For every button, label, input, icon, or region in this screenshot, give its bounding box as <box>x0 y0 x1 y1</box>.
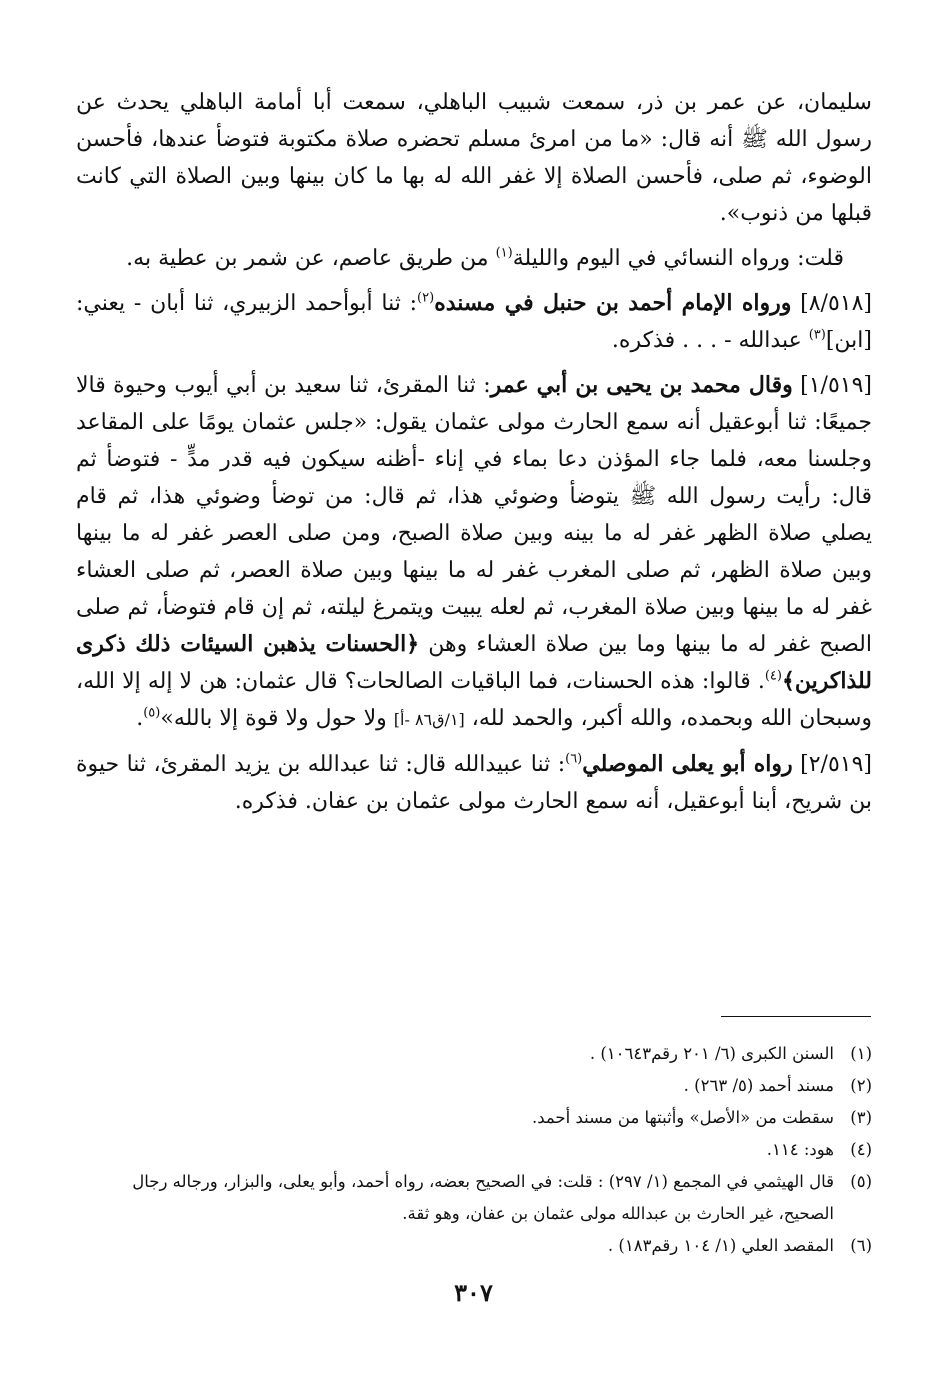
footnote-number: (٤) <box>850 1140 872 1159</box>
footnote-number: (٥) <box>850 1172 872 1191</box>
paragraph-p4 <box>76 367 872 738</box>
footnote-ref: (٤) <box>764 668 782 684</box>
text-run: قلت: ورواه النسائي في اليوم والليلة <box>512 246 844 271</box>
paragraph-p2 <box>76 240 872 277</box>
bold-heading: ورواه الإمام أحمد بن حنبل في مسنده <box>434 290 792 316</box>
footnote-item <box>76 1070 872 1102</box>
footnote-text: مسند أحمد (٥/ ٢٦٣) . <box>683 1076 834 1095</box>
footnote-text: المقصد العلي (١/ ١٠٤ رقم١٨٣) . <box>607 1236 834 1255</box>
text-run: [١/٥١٩] <box>792 373 873 398</box>
bold-heading: ﴿الحسنات يذهبن السيئات ذلك ذكرى للذاكرين﴾ <box>76 631 872 694</box>
text-run: ولا حول ولا قوة إلا بالله» <box>160 706 394 731</box>
footnote-text: السنن الكبرى (٦/ ٢٠١ رقم١٠٦٤٣) . <box>589 1044 834 1063</box>
paragraph-p1 <box>76 84 872 232</box>
footnote-number: (٦) <box>850 1236 872 1255</box>
paragraph-p5 <box>76 746 872 820</box>
main-text <box>76 84 872 828</box>
footnote-number: (٢) <box>850 1076 872 1095</box>
footnote-item <box>76 1166 872 1230</box>
footnote-text: سقطت من «الأصل» وأثبتها من مسند أحمد. <box>531 1108 834 1127</box>
footnote-item <box>76 1102 872 1134</box>
text-run: : ثنا عبيدالله قال: ثنا عبدالله بن يزيد المقرئ، ثنا حيوة بن شريح، أبنا أبوعقيل، أنه سمع الحارث مولى عثمان بن عفان. فذكره. <box>76 752 872 814</box>
paragraph-p3 <box>76 285 872 359</box>
footnote-text: قال الهيثمي في المجمع (١/ ٢٩٧) : قلت: في الصحيح بعضه، رواه أحمد، وأبو يعلى، والبزار، ورجاله رجال الصحيح، غير الحارث بن عبدالله مولى عثمان بن عفان، وهو ثقة. <box>132 1172 834 1223</box>
manuscript-ref: [١/ق٨٦ -أ] <box>393 710 465 729</box>
bold-heading: وقال محمد بن يحيى بن أبي عمر <box>490 372 793 398</box>
footnote-item <box>76 1134 872 1166</box>
footnotes <box>76 1038 872 1262</box>
text-run: : ثنا المقرئ، ثنا سعيد بن أبي أيوب وحيوة قالا جميعًا: ثنا أبوعقيل أنه سمع الحارث مولى عثمان يقول: «جلس عثمان يومًا على المقاعد وجلسنا معه، فلما جاء المؤذن دعا بماء في إناء -أظنه سيكون فيه قدر مدٍّ - فتوضأ ثم قال: رأيت رسول الله ﷺ يتوضأ وضوئي هذا، ثم قال: من توضأ وضوئي هذا، ثم قام يصلي صلاة الظهر غفر له ما بينه وبين صلاة الصبح، ومن صلى العصر غفر له ما بينها وبين صلاة الظهر، ثم صلى المغرب غفر له ما بينها وبين صلاة العصر، ثم صلى العشاء غفر له ما بينها وبين صلاة المغرب، ثم لعله يبيت ويتمرغ ليلته، ثم إن قام فتوضأ، ثم صلى الصبح غفر له ما بينها وما بين صلاة العشاء وهن <box>76 373 873 657</box>
text-run: [٨/٥١٨] <box>791 291 872 316</box>
text-run: . قالوا: هذه الحسنات، فما الباقيات الصالحات؟ قال عثمان: هن لا إله إلا الله، وسبحان الله وبحمده، والله أكبر، والحمد لله، <box>76 669 872 731</box>
footnote-divider <box>721 1016 871 1017</box>
text-run: . <box>136 706 144 731</box>
footnote-number: (١) <box>850 1044 872 1063</box>
bold-heading: رواه أبو يعلى الموصلي <box>582 751 793 777</box>
footnote-text: هود: ١١٤. <box>766 1140 834 1159</box>
page-number: ٣٠٧ <box>454 1278 493 1307</box>
footnote-ref: (٣) <box>808 327 826 343</box>
text-run: من طريق عاصم، عن شمر بن عطية به. <box>126 246 496 271</box>
footnote-ref: (٢) <box>417 290 435 306</box>
footnote-ref: (١) <box>495 245 513 261</box>
text-run: [٢/٥١٩] <box>792 752 872 777</box>
footnote-ref: (٥) <box>143 705 161 721</box>
footnote-ref: (٦) <box>565 751 583 767</box>
text-run: عبدالله - . . . فذكره. <box>611 328 809 353</box>
text-run: سليمان، عن عمر بن ذر، سمعت شبيب الباهلي، سمعت أبا أمامة الباهلي يحدث عن رسول الله ﷺ أنه قال: «ما من امرئ مسلم تحضره صلاة مكتوبة فتوضأ عندها، فأحسن الوضوء، ثم صلى، فأحسن الصلاة إلا غفر الله له بها ما كان بينها وبين الصلاة التي كانت قبلها من ذنوب». <box>76 90 872 226</box>
footnote-number: (٣) <box>850 1108 872 1127</box>
footnote-item <box>76 1038 872 1070</box>
footnote-item <box>76 1230 872 1262</box>
text-run: : ثنا أبوأحمد الزبيري، ثنا أبان - يعني: [ابن] <box>76 291 872 353</box>
